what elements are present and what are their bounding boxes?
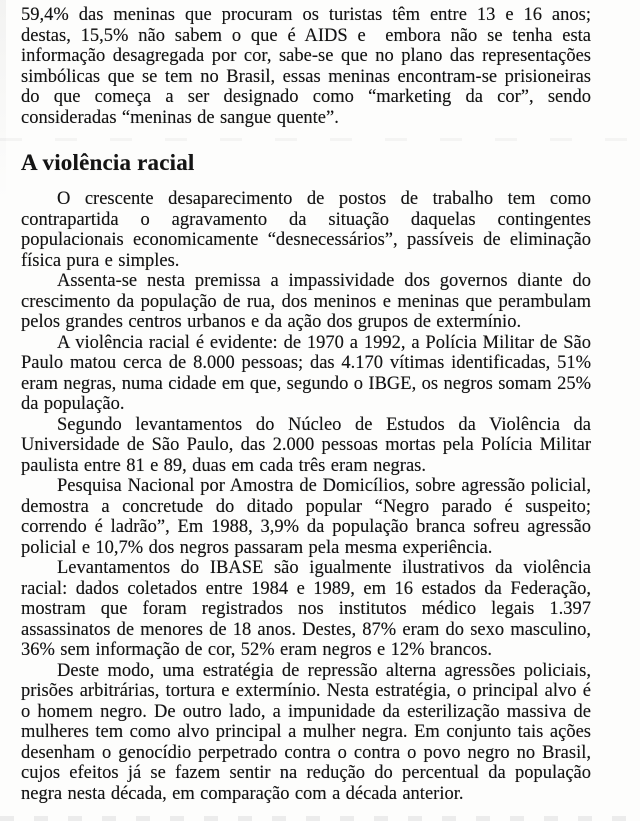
paragraph-levantamentos-ibase: Levantamentos do IBASE são igualmente ilustrativos da violência racial: dados coletados entre 1984 e 1989, em 16 estados da Federação, mostram que foram registrados nos institutos médico legais 1.397 assassinatos de menores de 18 anos. Destes, 87% eram do sexo masculino, 36% sem informação de cor, 52% eram negros e 12% brancos. (21, 558, 591, 660)
paragraph-estrategia-repressao: Deste modo, uma estratégia de repressão alterna agressões policiais, prisões arbitrárias, tortura e extermínio. Nesta estratégia, o principal alvo é o homem negro. De outro lado, a impunidade da esterilização massiva de mulheres tem como alvo principal a mulher negra. Em conjunto tais ações desenham o genocídio perpetrado contra o contra o povo negro no Brasil, cujos efeitos já se fazem sentir na redução do percentual da população negra nesta década, em comparação com a década anterior. (21, 660, 591, 804)
scan-artifact-left-edge (0, 0, 6, 200)
paragraph-nucleo-estudos-violencia: Segundo levantamentos do Núcleo de Estudos da Violência da Universidade de São Paulo, das 2.000 pessoas mortas pela Polícia Militar paulista entre 81 e 89, duas em cada três eram negras. (21, 414, 591, 476)
section-heading-violencia-racial: A violência racial (21, 150, 195, 175)
paragraph-policia-militar-sp: A violência racial é evidente: de 1970 a 1992, a Polícia Militar de São Paulo matou cerca de 8.000 pessoas; das 4.170 vítimas identificadas, 51% eram negras, numa cidade em que, segundo o IBGE, os negros somam 25% da população. (21, 332, 591, 414)
scan-artifact-bottom-edge (0, 816, 640, 821)
paragraph-intro-continuation: 59,4% das meninas que procuram os turistas têm entre 13 e 16 anos; destas, 15,5% não sabem o que é AIDS e embora não se tenha esta informação desagregada por cor, sabe-se que no plano das representações simbólicas que se tem no Brasil, essas meninas encontram-se prisioneiras do que começa a ser designado como “marketing da cor”, sendo consideradas “meninas de sangue quente”. (21, 5, 591, 128)
scan-artifact-horizontal (0, 138, 640, 141)
paragraph-pesquisa-nacional-domicilios: Pesquisa Nacional por Amostra de Domicílios, sobre agressão policial, demostra a concretude do ditado popular “Negro parado é suspeito; correndo é ladrão”, Em 1988, 3,9% da população branca sofreu agressão policial e 10,7% dos negros passaram pela mesma experiência. (21, 476, 591, 558)
paragraph-impassividade-governos: Assenta-se nesta premissa a impassividade dos governos diante do crescimento da população de rua, dos meninos e meninas que perambulam pelos grandes centros urbanos e da ação dos grupos de extermínio. (21, 271, 591, 332)
paragraph-desaparecimento-postos: O crescente desaparecimento de postos de trabalho tem como contrapartida o agravamento da situação daquelas contingentes populacionais economicamente “desnecessários”, passíveis de eliminação física pura e simples. (21, 189, 591, 271)
